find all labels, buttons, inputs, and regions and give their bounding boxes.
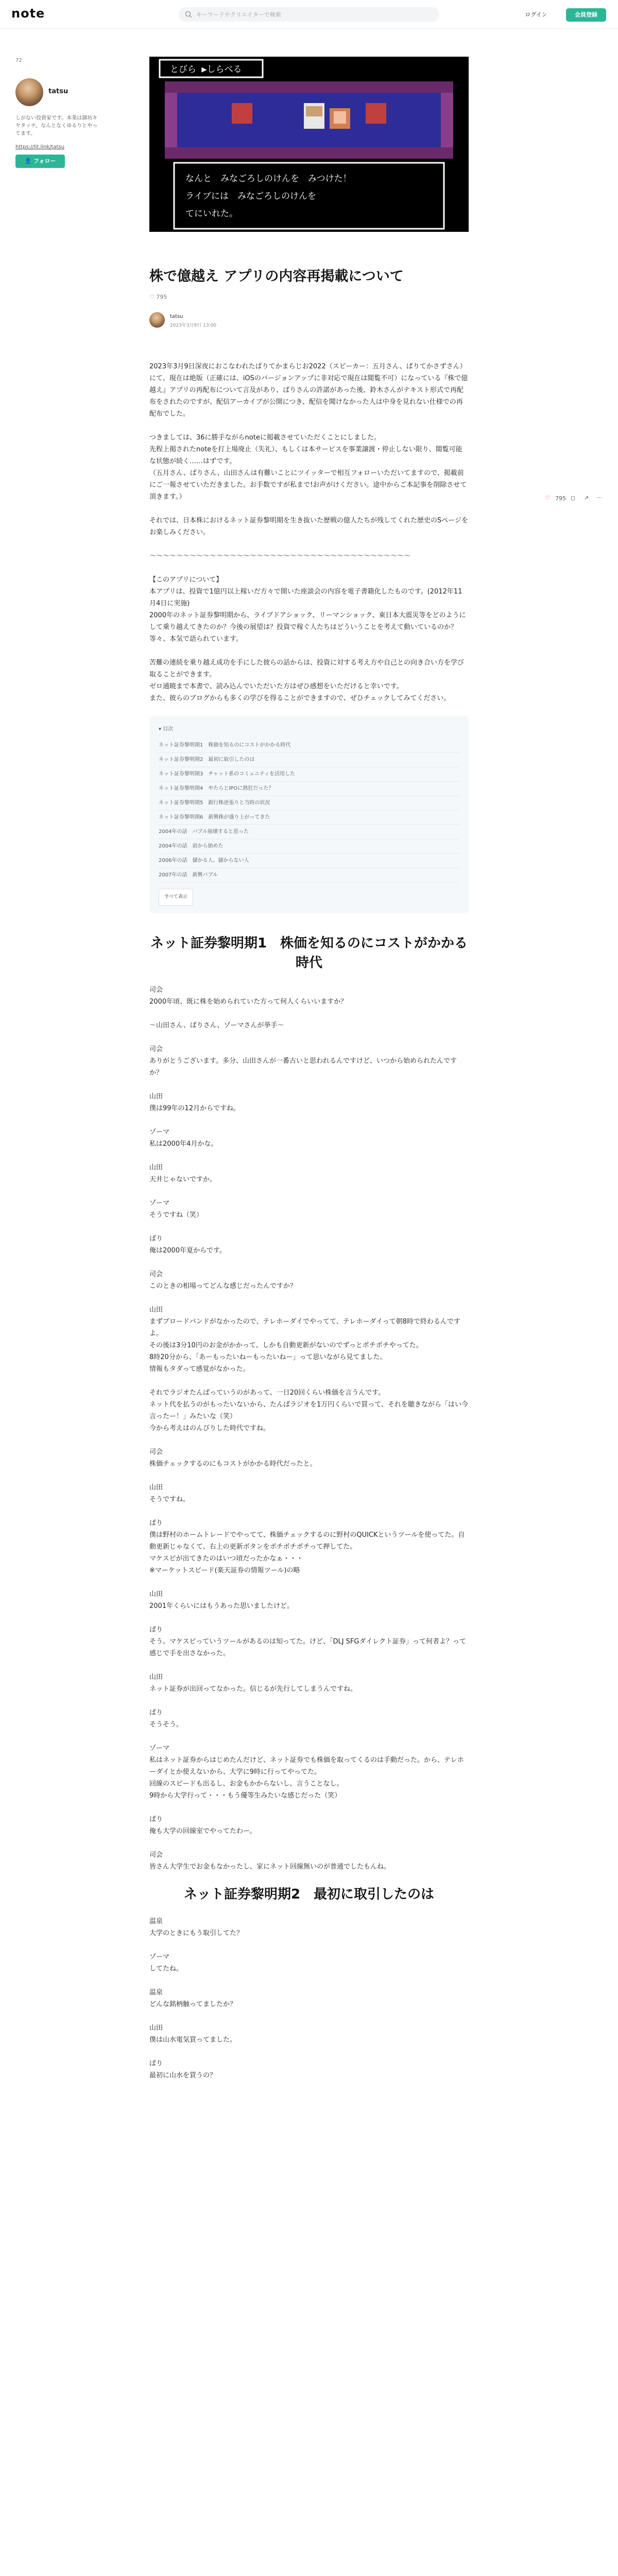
- dialog-text: そうそう。: [149, 1721, 183, 1728]
- game-title: とびら ▶しらべる: [170, 64, 242, 75]
- section-heading-2: ネット証券黎明期2 最初に取引したのは: [183, 1887, 435, 1902]
- dialog-speaker: 司会: [149, 986, 163, 994]
- dialog-speaker: 温泉: [149, 1989, 163, 1996]
- dialog-block: [149, 1624, 469, 1659]
- toc-item[interactable]: ネット証券黎明期3 チャット系のコミュニティを活用した: [159, 767, 459, 782]
- dialog-block: [149, 1987, 469, 2010]
- dialog-speaker: 司会: [149, 1045, 163, 1053]
- login-button[interactable]: ログイン: [525, 11, 547, 18]
- like-count-floating: 795: [555, 495, 566, 502]
- follow-button[interactable]: [15, 155, 65, 168]
- dialog-speaker: 山田: [149, 1306, 163, 1314]
- table-of-contents: [149, 716, 469, 913]
- dialog-text: ネット証券が出回ってなかった。信じるが先行してしまうんですね。: [149, 1685, 357, 1693]
- section-1-dialog: [149, 984, 469, 1873]
- byline-avatar[interactable]: [149, 312, 165, 328]
- dialog-text: 私は2000年4月かな。: [149, 1140, 218, 1148]
- dialog-speaker: 山田: [149, 1673, 163, 1681]
- dialog-speaker: 山田: [149, 1093, 163, 1100]
- dialog-line-3: てにいれた。: [185, 209, 238, 219]
- about-paragraph: 【このアプリについて】 本アプリは、投資で1億円以上稼いだ方々で開いた座談会の内容を電子書籍化したものです。(2012年11月4日に実施) 2000年のネット証券黎明期から、ライブドアショック、リーマンショック、東日本大震災等をどのようにして乗り越えてきたのか？今後の展望は？投資で稼ぐ人たちはどういうことを考えて動いているのか？等々、本気で語られています。: [149, 576, 466, 643]
- search-placeholder: キーワードやクリエイターで検索: [196, 11, 281, 18]
- toc-item[interactable]: ネット証券黎明期5 銀行株逆張りと当時の状況: [159, 796, 459, 810]
- dialog-line-1: なんと みなごろしのけんを みつけた！: [185, 174, 352, 184]
- dialog-text: まずブロードバンドがなかったので、テレホーダイでやってて、テレホーダイって朝8時で終わるんですよ。 その後は3分10円のお金がかかって、しかも自動更新がないのでずっとポチポチやってた。 8時20分から、「あーもったいねーもったいねー」って思いながら見てました。 情報もタダって感覚がなかった。: [149, 1318, 460, 1373]
- dialog-text: 皆さん大学生でお金もなかったし、家にネット回線無いのが普通でしたもんね。: [149, 1863, 391, 1871]
- search-icon: [185, 11, 192, 18]
- game-screenshot: [149, 57, 469, 232]
- dialog-block: [149, 1387, 469, 1434]
- dialog-text: そうですね（笑）: [149, 1211, 203, 1219]
- dialog-text: 2001年くらいにはもうあった思いましたけど。: [149, 1602, 294, 1610]
- dialog-text: してたね。: [149, 1965, 183, 1973]
- dialog-text: 〜山田さん、ぱりさん、ゾーマさんが挙手〜: [149, 1022, 284, 1029]
- note-logo[interactable]: note: [11, 6, 45, 21]
- toc-heading: ▾ 目次: [159, 726, 174, 732]
- share-icon[interactable]: ↗: [584, 495, 589, 501]
- author-sidebar: [15, 58, 113, 164]
- section-heading-1: ネット証券黎明期1 株価を知るのにコストがかかる時代: [150, 936, 468, 971]
- intro-paragraph: 先程上掲されたnoteを打上場廃止（失礼）、もしくは本サービスを事業譲渡・停止しない限り、閲覧可能な状態が続く……はずです。: [149, 446, 462, 465]
- dialog-text: 僕は山水電気買ってました。: [149, 2036, 237, 2044]
- top-header: [0, 0, 618, 29]
- article-title: 株で億越え アプリの内容再掲載について: [149, 268, 404, 284]
- author-link[interactable]: https://lit.link/tatsu: [15, 144, 65, 150]
- like-row[interactable]: [149, 294, 167, 300]
- separator-line: 〜〜〜〜〜〜〜〜〜〜〜〜〜〜〜〜〜〜〜〜〜〜〜〜〜〜〜〜〜〜〜〜〜〜〜〜〜〜〜: [149, 552, 411, 560]
- dialog-speaker: ゾーマ: [149, 1744, 170, 1752]
- dialog-speaker: ぱり: [149, 1816, 163, 1823]
- dialog-speaker: ぱり: [149, 2060, 163, 2067]
- dialog-speaker: ゾーマ: [149, 1199, 170, 1207]
- dialog-speaker: 山田: [149, 1484, 163, 1492]
- intro-paragraph: つきましては、36に勝手ながらnoteに掲載させていただくことにしました。: [149, 434, 381, 442]
- dialog-block: [149, 1197, 469, 1221]
- dialog-speaker: ぱり: [149, 1626, 163, 1634]
- person-add-icon: 👤: [24, 158, 32, 164]
- dialog-line-2: ライブには みなごろしのけんを: [185, 191, 316, 201]
- dialog-speaker: 山田: [149, 1590, 163, 1598]
- follower-count: 72: [15, 58, 22, 63]
- dialog-text: どんな銘柄触ってましたか？: [149, 2001, 237, 2008]
- toc-item[interactable]: ネット証券黎明期4 やたらとIPOに熱狂だった？: [159, 782, 459, 796]
- dialog-block: [149, 984, 469, 1008]
- dialog-block: [149, 1849, 469, 1873]
- author-avatar[interactable]: [15, 78, 43, 106]
- dialog-block: [149, 1671, 469, 1695]
- like-heart-icon[interactable]: ♡: [545, 495, 550, 501]
- dialog-speaker: ぱり: [149, 1709, 163, 1717]
- dialog-text: 天井じゃないですか。: [149, 1176, 217, 1183]
- dialog-block: [149, 1126, 469, 1150]
- dialog-speaker: 司会: [149, 1851, 163, 1859]
- signup-button[interactable]: 会員登録: [566, 8, 606, 22]
- dialog-text: 僕は野村のホームトレードでやってて、株価チェックするのに野村のQUICKというツールを使ってた。自動更新じゃなくて、右上の更新ボタンをポチポチポチって押してた。 マケスピが出てきたのはいつ頃だったかなぁ・・・ ※マーケットスピード(楽天証券の情報ツール)の略: [149, 1531, 465, 1574]
- dialog-block: [149, 1043, 469, 1079]
- dialog-block: [149, 1588, 469, 1612]
- heart-icon[interactable]: ♡: [149, 294, 154, 300]
- intro-paragraph: （五月さん、ぱりさん、山田さんは有難いことにツイッターで相互フォローいただいてますので、掲載前にご一報させていただきました。お手数ですが私まで!お声がけください。途中からご本記事を削除させて頂きます。）: [149, 469, 467, 501]
- dialog-block: [149, 1814, 469, 1837]
- dialog-text: 大学のときにもう取引してた？: [149, 1929, 244, 1937]
- dialog-speaker: 山田: [149, 1164, 163, 1172]
- dialog-block: [149, 1268, 469, 1292]
- dialog-speaker: 司会: [149, 1270, 163, 1278]
- dialog-text: 俺は2000年夏からです。: [149, 1247, 226, 1255]
- dialog-block: [149, 1707, 469, 1731]
- dialog-speaker: ぱり: [149, 1519, 163, 1527]
- dialog-text: そうですね。: [149, 1496, 190, 1503]
- dialog-text: ありがとうございます。多分、山田さんが一番古いと思われるんですけど、いつから始められたんですか？: [149, 1057, 457, 1077]
- byline[interactable]: [149, 312, 304, 330]
- dialog-speaker: ぱり: [149, 1235, 163, 1243]
- intro-paragraph: 2023年3月9日深夜におこなわれたぱりてかまらじお2022（スピーカー：五月さん、ぱりてかさずさん）にて、現在は絶版（正確には、iOSのバージョンアップに非対応で現在は閲覧不可）になっている『株で億越え』アプリの再配布について言及があり、ぱりさんの許諾があった後、鈴木さんがテキスト形式で再配布をされたのですが、配信アーカイブが公開につき、配信を聞けなかった人は中身を見れない仕様での再配布でした。: [149, 363, 468, 418]
- dialog-text: それでラジオたんぱっていうのがあって、一日20回くらい株価を言うんです。 ネット代を払うのがもったいないから、たんぱラジオを1万円くらいで買って、それを聴きながら「はい今言ったー！」みたいな（笑） 今から考えはのんびりした時代ですね。: [149, 1389, 469, 1432]
- like-count: 795: [156, 294, 167, 300]
- dialog-speaker: ゾーマ: [149, 1128, 170, 1136]
- intro-paragraph: それでは、日本株におけるネット証券黎明期を生き抜いた歴戦の億人たちが残してくれた歴史のSページをお楽しみください。: [149, 517, 468, 536]
- toc-item[interactable]: 2004年の話 バブル崩壊すると思った: [159, 825, 459, 839]
- chevron-down-icon[interactable]: ▾: [159, 726, 162, 732]
- dialog-block: [149, 1916, 469, 1939]
- toc-show-all-button[interactable]: すべて表示: [159, 889, 193, 906]
- about-paragraph: 苦難の連続を乗り越え成功を手にした彼らの話からは、投資に対する考え方や自己との向き合い方を学び取ることができます。 ゼロ通暁まで本書で、読み込んでいただいた方はぜひ感想をいただけると幸いです。 また、彼らのブログからも多くの学びを得ることができますので、ぜひチェックしてみてください。: [149, 659, 465, 702]
- dialog-block: [149, 1020, 469, 1031]
- toc-item[interactable]: 2007年の話 新興バブル: [159, 868, 459, 883]
- follow-label: フォロー: [33, 158, 56, 164]
- dialog-block: [149, 1742, 469, 1802]
- section-2-dialog: [149, 1916, 469, 2081]
- dialog-text: 僕は99年の12月からですね。: [149, 1105, 240, 1112]
- dialog-text: 私はネット証券からはじめたんだけど、ネット証券でも株価を取ってくるのは手動だった。から、テレホーダイとか使えないから、大学に9時に行ってやってた。 回線のスピードも出るし、お金もかからないし、言うことなし。 9時から大学行って・・・もう優等生みたいな感じだった（笑）: [149, 1756, 464, 1800]
- dialog-block: [149, 2058, 469, 2081]
- dialog-block: [149, 1233, 469, 1257]
- dialog-text: そう。マケスピっていうツールがあるのは知ってた。けど、「DLJ SFGダイレクト証券」って何者よ？って感じで手を出さなかった。: [149, 1638, 466, 1657]
- author-name[interactable]: tatsu: [48, 88, 68, 95]
- toc-item[interactable]: 2004年の話 前から始めた: [159, 839, 459, 854]
- dialog-block: [149, 1951, 469, 1975]
- dialog-block: [149, 1162, 469, 1185]
- search-bar[interactable]: [179, 7, 439, 22]
- comment-icon[interactable]: ◻: [571, 495, 576, 501]
- profile-row[interactable]: [15, 78, 113, 107]
- more-icon[interactable]: ⋯: [596, 494, 602, 501]
- dialog-text: 株価チェックするのにもコストがかかる時代だったと。: [149, 1460, 317, 1468]
- dialog-block: [149, 1304, 469, 1375]
- byline-date: 2023年3月9日 13:00: [170, 323, 217, 328]
- dialog-speaker: 温泉: [149, 1918, 163, 1925]
- article-body: [149, 361, 469, 2093]
- dialog-text: 2000年頃、既に株を始められていた方って何人くらいいますか？: [149, 998, 348, 1006]
- dialog-speaker: 山田: [149, 2024, 163, 2032]
- dialog-speaker: ゾーマ: [149, 1953, 170, 1961]
- dialog-block: [149, 2022, 469, 2046]
- dialog-block: [149, 1091, 469, 1114]
- toc-item[interactable]: ネット証券黎明期1 株価を知るのにコストがかかる時代: [159, 738, 459, 753]
- dialog-text: 俺も大学の回線室でやってたわー。: [149, 1827, 256, 1835]
- author-bio: しがない投資家です。本業は御坊キヤタッチ。なんとなくゆるりとやってます。: [15, 115, 98, 137]
- hero-image: [149, 57, 469, 232]
- byline-name[interactable]: tatsu: [170, 314, 183, 319]
- dialog-speaker: 司会: [149, 1448, 163, 1456]
- dialog-block: [149, 1482, 469, 1505]
- toc-item[interactable]: 2006年の話 儲かる人、儲からない人: [159, 854, 459, 868]
- floating-action-bar: [545, 494, 607, 506]
- dialog-block: [149, 1517, 469, 1577]
- toc-item[interactable]: ネット証券黎明期6 新興株が盛り上がってきた: [159, 810, 459, 825]
- toc-item[interactable]: ネット証券黎明期2 最初に取引したのは: [159, 753, 459, 767]
- dialog-block: [149, 1446, 469, 1470]
- dialog-text: 最初に山水を買うの？: [149, 2072, 217, 2079]
- dialog-text: このときの相場ってどんな感じだったんですか？: [149, 1282, 297, 1290]
